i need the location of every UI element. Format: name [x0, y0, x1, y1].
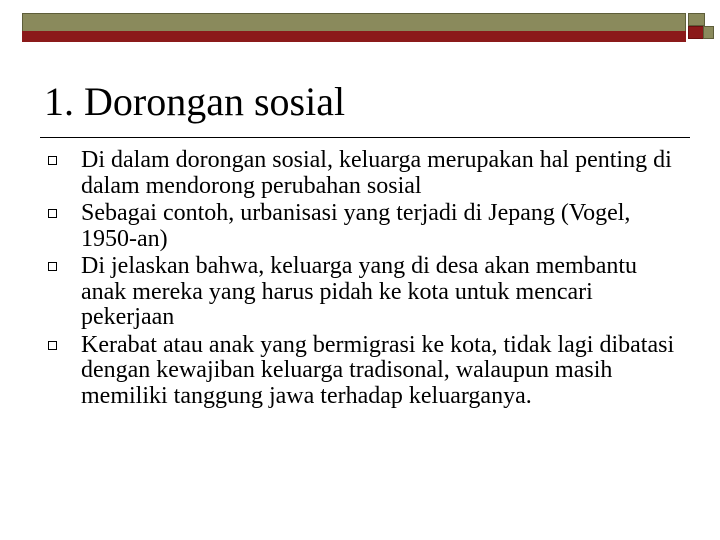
- bullet-text: Di dalam dorongan sosial, keluarga merupakan hal penting di dalam mendorong perubahan sosial: [81, 147, 672, 199]
- corner-square-olive-top: [688, 13, 705, 26]
- bullet-item: [48, 201, 688, 252]
- bullet-item: [48, 148, 688, 199]
- bullet-item: [48, 333, 688, 410]
- bullet-text: Kerabat atau anak yang bermigrasi ke kota, tidak lagi dibatasi dengan kewajiban keluarga tradisonal, walaupun masih memiliki tanggung jawa terhadap keluarganya.: [81, 331, 675, 409]
- header-bar-olive: [22, 13, 686, 33]
- hollow-square-icon: [48, 262, 57, 271]
- bullet-item: [48, 254, 688, 331]
- hollow-square-icon: [48, 209, 57, 218]
- slide-title: 1. Dorongan sosial: [44, 79, 346, 124]
- bullet-text: Sebagai contoh, urbanisasi yang terjadi di Jepang (Vogel, 1950-an): [81, 200, 631, 252]
- hollow-square-icon: [48, 156, 57, 165]
- bullet-list: [48, 148, 688, 409]
- header-bar-red: [22, 31, 686, 42]
- title-divider: [40, 137, 690, 138]
- bullet-text: Di jelaskan bahwa, keluarga yang di desa akan membantu anak mereka yang harus pidah ke kota untuk mencari pekerjaan: [81, 253, 638, 330]
- hollow-square-icon: [48, 341, 57, 350]
- corner-square-olive-side: [703, 26, 714, 39]
